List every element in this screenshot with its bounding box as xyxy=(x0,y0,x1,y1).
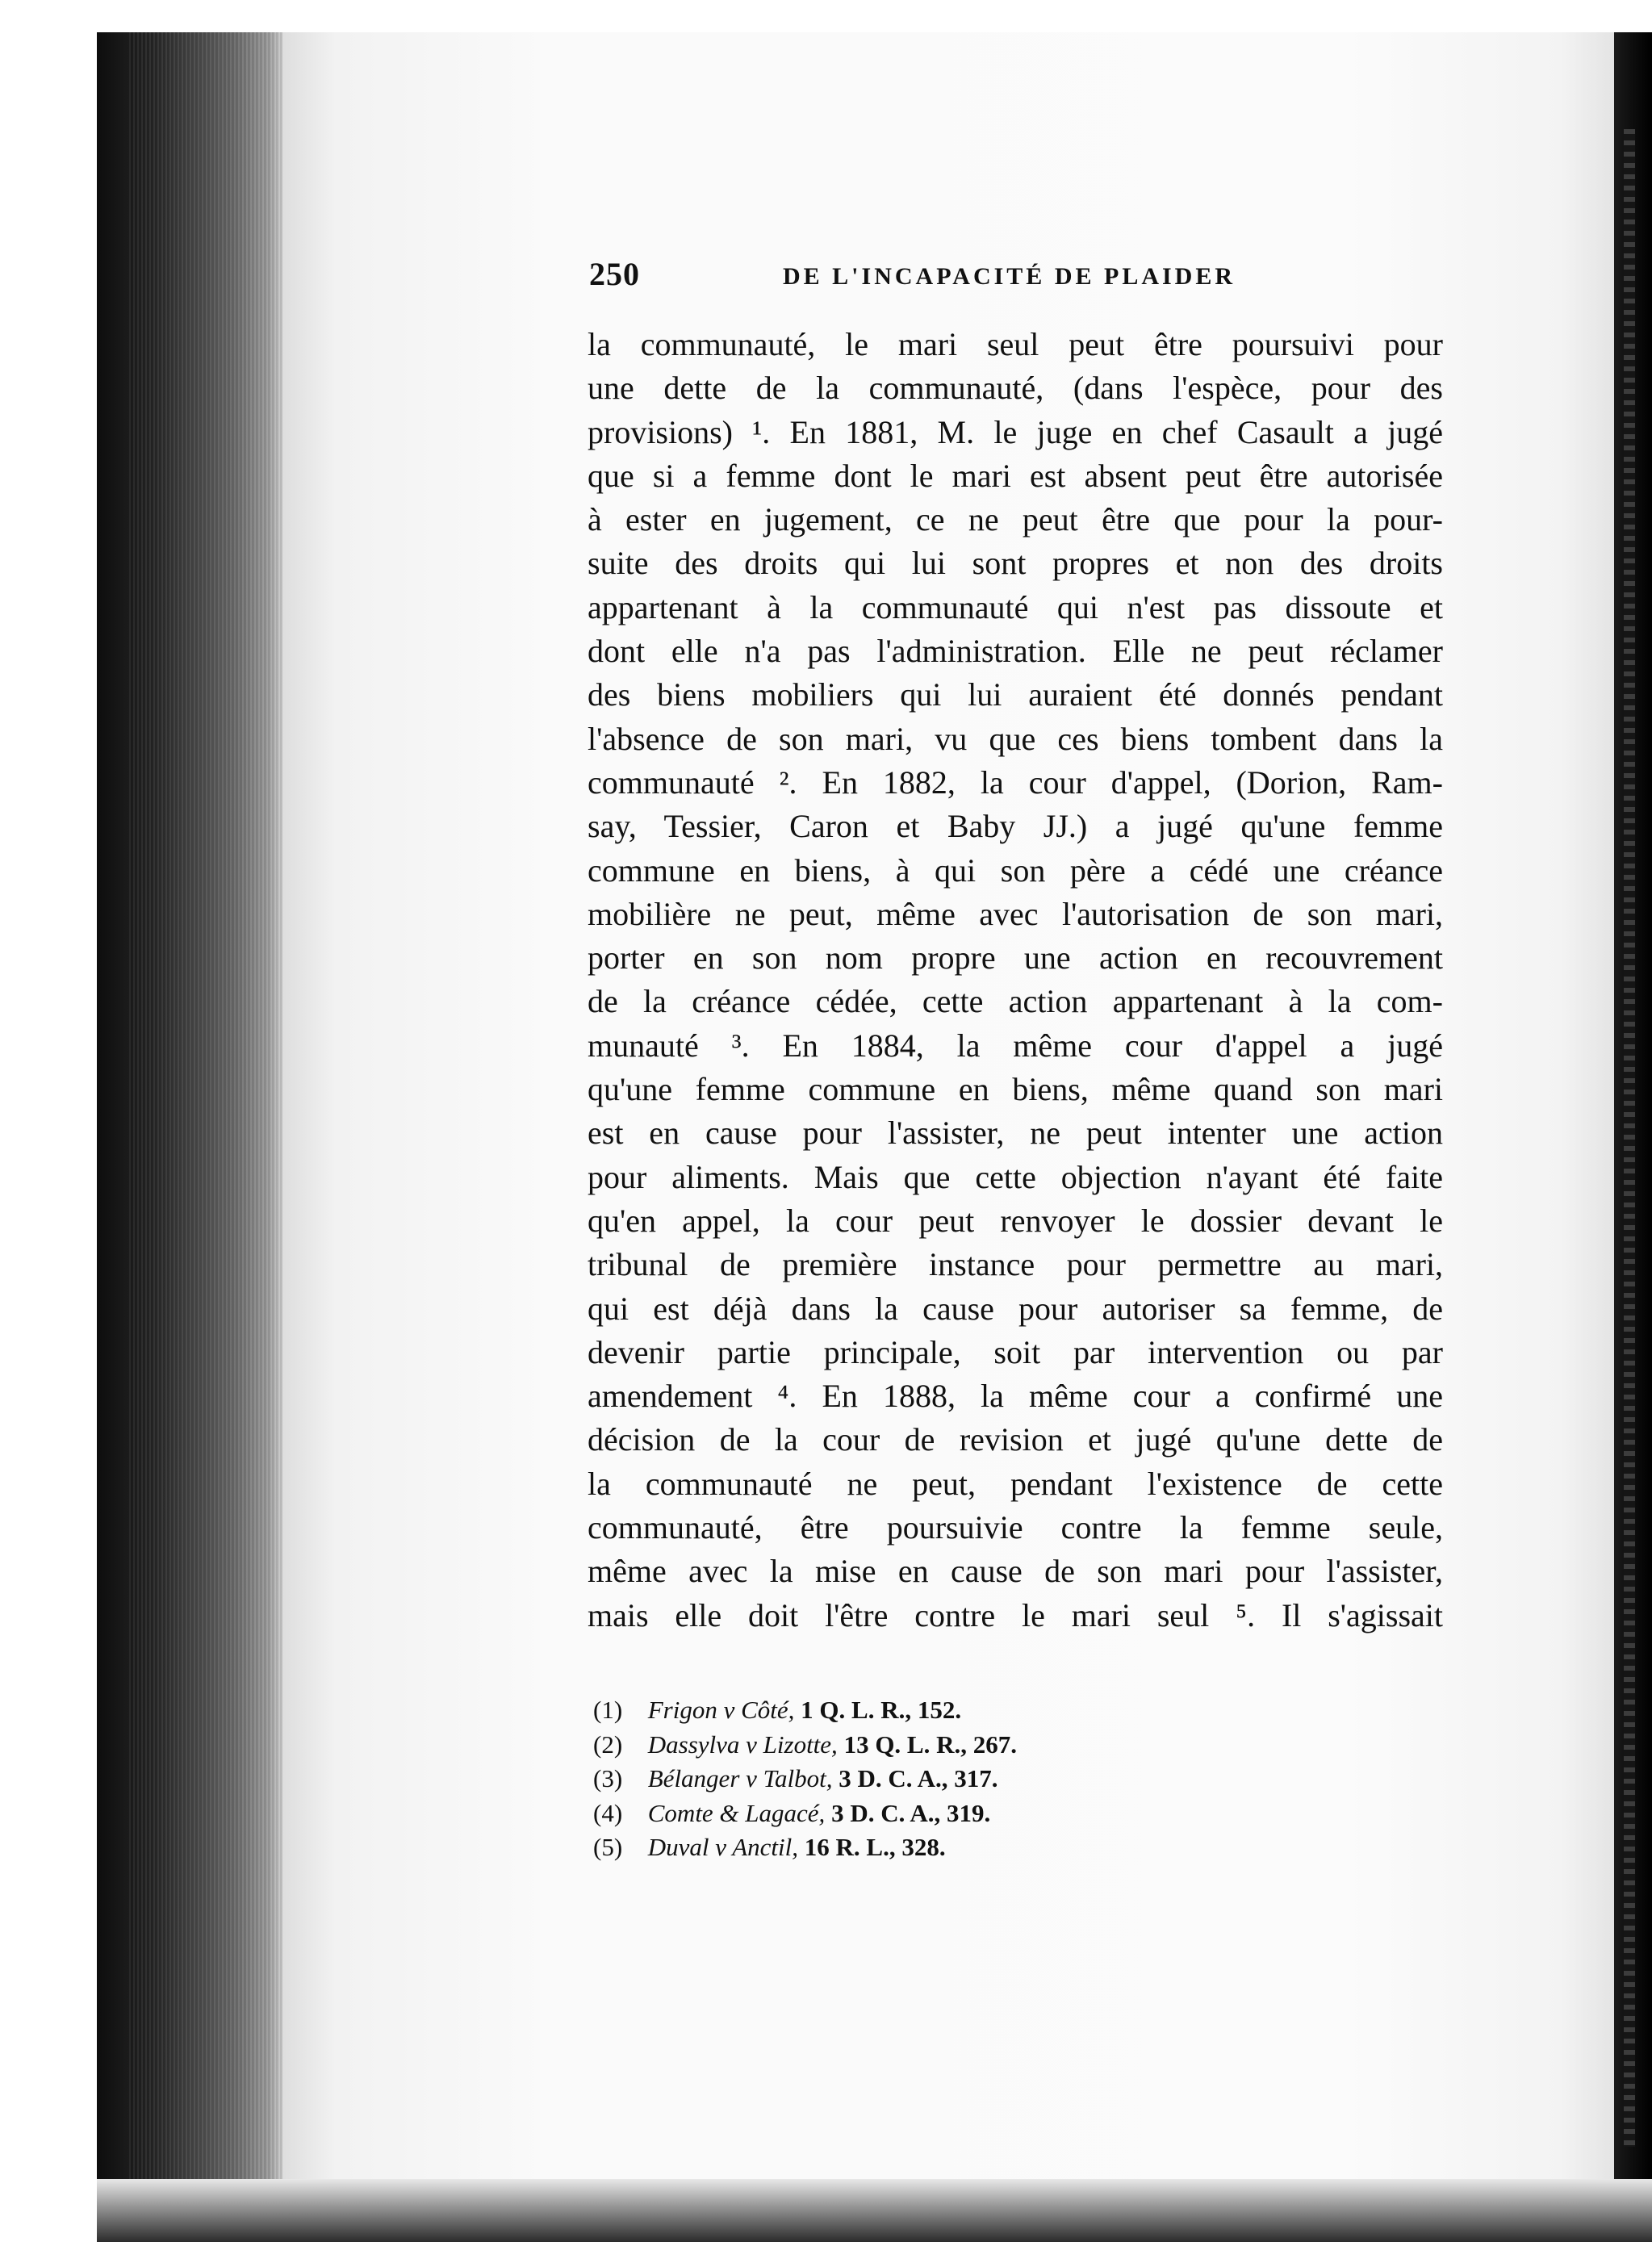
text-line: que si a femme dont le mari est absent peut être autorisée xyxy=(588,457,1443,494)
footnote xyxy=(593,1693,1158,1728)
right-page-edge-stack xyxy=(1624,129,1635,2147)
text-line: tribunal de première instance pour permettre au mari, xyxy=(588,1246,1443,1283)
footnote-number: (1) xyxy=(593,1696,623,1724)
footnote-case: Frigon v Côté, xyxy=(647,1696,795,1724)
text-line: provisions) ¹. En 1881, M. le juge en chef Casault a jugé xyxy=(588,413,1443,450)
footnote xyxy=(593,1830,1158,1865)
text-line: est en cause pour l'assister, ne peut intenter une action xyxy=(588,1115,1443,1152)
footnotes xyxy=(593,1693,1158,1865)
text-line: à ester en jugement, ce ne peut être que pour la pour- xyxy=(588,501,1443,538)
text-line: suite des droits qui lui sont propres et non des droits xyxy=(588,545,1443,582)
text-line: de la créance cédée, cette action appartenant à la com- xyxy=(588,983,1443,1020)
footnote-number: (3) xyxy=(593,1764,623,1792)
text-line: devenir partie principale, soit par intervention ou par xyxy=(588,1333,1443,1370)
footnote xyxy=(593,1762,1158,1797)
text-line: qu'en appel, la cour peut renvoyer le dossier devant le xyxy=(588,1202,1443,1239)
page-header xyxy=(589,255,1445,303)
text-line: dont elle n'a pas l'administration. Elle ne peut réclamer xyxy=(588,633,1443,670)
text-line: communauté ². En 1882, la cour d'appel, (Dorion, Ram- xyxy=(588,763,1443,801)
text-line: appartenant à la communauté qui n'est pas dissoute et xyxy=(588,588,1443,625)
book-page-stack xyxy=(129,32,282,2242)
text-line: pour aliments. Mais que cette objection n'ayant été faite xyxy=(588,1158,1443,1195)
footnote-number: (2) xyxy=(593,1730,623,1759)
footnote xyxy=(593,1797,1158,1831)
footnote-reference: 3 D. C. A., 319. xyxy=(831,1798,991,1827)
text-line: l'absence de son mari, vu que ces biens tombent dans la xyxy=(588,720,1443,757)
text-line: une dette de la communauté, (dans l'espèce, pour des xyxy=(588,370,1443,407)
footnote-reference: 1 Q. L. R., 152. xyxy=(801,1696,962,1724)
running-title: DE L'INCAPACITÉ DE PLAIDER xyxy=(783,263,1236,290)
text-line: même avec la mise en cause de son mari pour l'assister, xyxy=(588,1553,1443,1590)
footnote-reference: 3 D. C. A., 317. xyxy=(839,1764,998,1792)
text-line: mobilière ne peut, même avec l'autorisation de son mari, xyxy=(588,895,1443,932)
body-text xyxy=(588,323,1443,1638)
footnote-case: Dassylva v Lizotte, xyxy=(647,1730,838,1759)
text-line: la communauté ne peut, pendant l'existence de cette xyxy=(588,1465,1443,1502)
text-line: qu'une femme commune en biens, même quand son mari xyxy=(588,1071,1443,1108)
text-line: qui est déjà dans la cause pour autoriser sa femme, de xyxy=(588,1290,1443,1327)
text-line: say, Tessier, Caron et Baby JJ.) a jugé qu'une femme xyxy=(588,808,1443,845)
text-line: mais elle doit l'être contre le mari seul ⁵. Il s'agissait xyxy=(588,1596,1443,1633)
text-line: communauté, être poursuivie contre la femme seule, xyxy=(588,1509,1443,1546)
text-line: porter en son nom propre une action en recouvrement xyxy=(588,939,1443,977)
footnote-reference: 16 R. L., 328. xyxy=(804,1833,946,1861)
footnote-number: (4) xyxy=(593,1798,623,1827)
text-line: amendement ⁴. En 1888, la même cour a confirmé une xyxy=(588,1378,1443,1415)
footnote-case: Bélanger v Talbot, xyxy=(647,1764,833,1792)
footnote-number: (5) xyxy=(593,1833,623,1861)
text-line: commune en biens, à qui son père a cédé une créance xyxy=(588,851,1443,889)
text-line: des biens mobiliers qui lui auraient été donnés pendant xyxy=(588,676,1443,713)
page-bottom-shadow xyxy=(97,2179,1652,2242)
text-line: décision de la cour de revision et jugé qu'une dette de xyxy=(588,1421,1443,1458)
footnote-case: Comte & Lagacé, xyxy=(647,1798,826,1827)
footnote-reference: 13 Q. L. R., 267. xyxy=(843,1730,1017,1759)
text-line: la communauté, le mari seul peut être poursuivi pour xyxy=(588,326,1443,362)
page-number: 250 xyxy=(589,256,640,292)
footnote-case: Duval v Anctil, xyxy=(647,1833,798,1861)
footnote xyxy=(593,1728,1158,1763)
text-line: munauté ³. En 1884, la même cour d'appel a jugé xyxy=(588,1027,1443,1064)
